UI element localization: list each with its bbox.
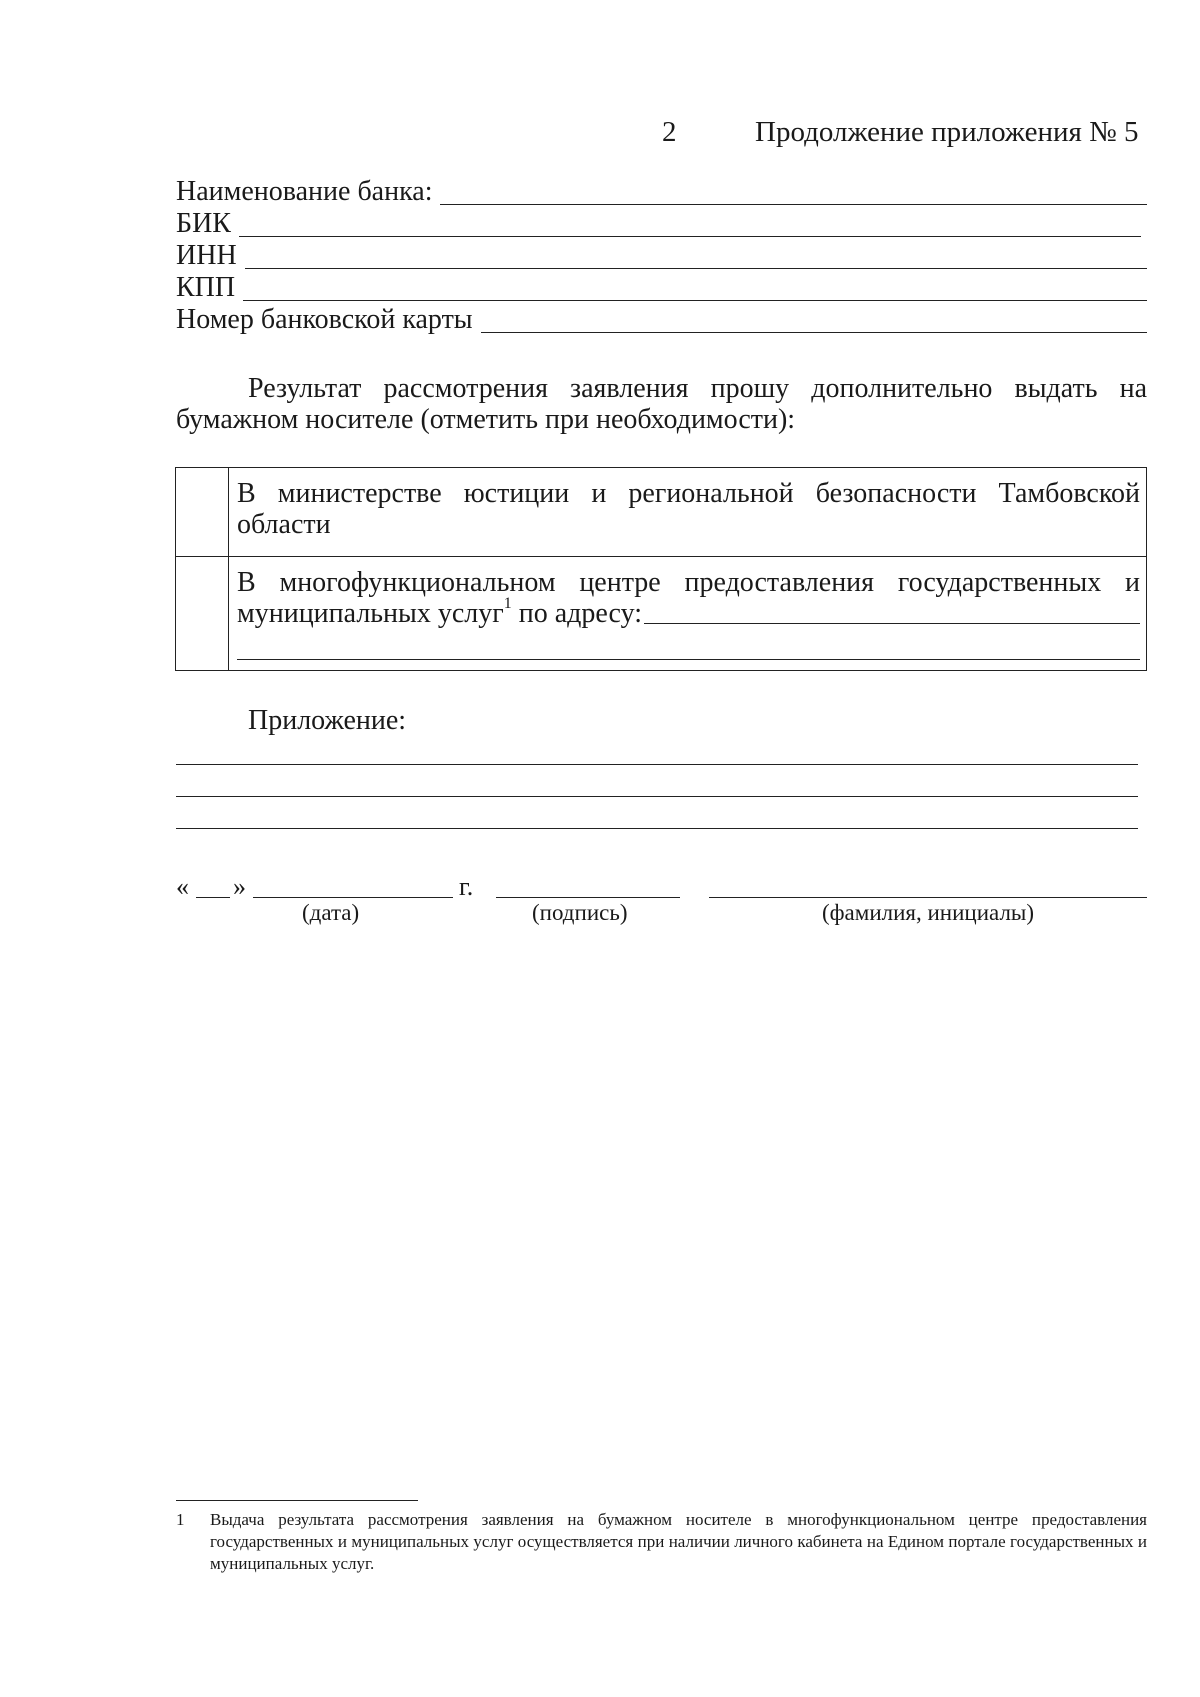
page-header-title: Продолжение приложения № 5 xyxy=(755,116,1139,148)
mfc-address-blank-2[interactable] xyxy=(237,633,1140,660)
bik-blank[interactable] xyxy=(239,235,1141,237)
option-row-mfc xyxy=(176,557,1147,671)
option-text-ministry: В министерстве юстиции и региональной безопасности Тамбовской области xyxy=(229,468,1147,557)
bik-label: БИК xyxy=(176,208,231,239)
request-paragraph xyxy=(176,373,1147,435)
quote-open: « xyxy=(176,872,189,901)
footnote-number: 1 xyxy=(176,1510,185,1529)
appendix-line-1[interactable] xyxy=(176,764,1138,765)
inn-blank[interactable] xyxy=(245,267,1147,269)
month-blank[interactable] xyxy=(253,897,453,898)
day-blank[interactable] xyxy=(196,897,230,898)
option-row-ministry xyxy=(176,468,1147,557)
bank-name-field[interactable] xyxy=(176,176,1147,208)
footnote-separator xyxy=(176,1500,418,1501)
inn-label: ИНН xyxy=(176,240,237,271)
kpp-blank[interactable] xyxy=(243,299,1147,301)
option-checkbox-ministry[interactable] xyxy=(176,468,229,557)
kpp-label: КПП xyxy=(176,272,236,303)
mfc-line-2: муниципальных услуг$^1$ по адресу: xyxy=(237,594,643,629)
date-caption: (дата) xyxy=(302,900,360,925)
delivery-options-table xyxy=(175,467,1147,671)
appendix-line-3[interactable] xyxy=(176,828,1138,829)
bik-field[interactable] xyxy=(176,208,1141,240)
page-number: 2 xyxy=(662,116,677,148)
option-checkbox-mfc[interactable] xyxy=(176,557,229,671)
kpp-field[interactable] xyxy=(176,272,1147,304)
inn-field[interactable] xyxy=(176,240,1147,272)
footnote-ref: 1 xyxy=(503,594,512,612)
quote-close: » xyxy=(233,872,246,901)
appendix-line-2[interactable] xyxy=(176,796,1138,797)
mfc-address-line xyxy=(237,594,1140,629)
mfc-line-1: В многофункциональном центре предоставления государственных и xyxy=(237,567,1140,598)
mfc-address-blank[interactable] xyxy=(644,622,1140,624)
bank-name-blank[interactable] xyxy=(440,203,1147,205)
option-text-mfc xyxy=(229,557,1147,671)
bank-name-label: Наименование банка: xyxy=(176,176,433,207)
bank-card-number-label: Номер банковской карты xyxy=(176,304,473,335)
bank-card-number-blank[interactable] xyxy=(481,331,1147,333)
year-suffix: г. xyxy=(459,872,474,901)
name-caption: (фамилия, инициалы) xyxy=(822,900,1035,925)
signature-blank[interactable] xyxy=(496,897,680,898)
bank-card-number-field[interactable] xyxy=(176,304,1147,336)
signature-caption: (подпись) xyxy=(532,900,628,925)
request-text: Результат рассмотрения заявления прошу дополнительно выдать на бумажном носителе (отметить при необходимости): xyxy=(176,373,1147,435)
footnote-text: Выдача результата рассмотрения заявления на бумажном носителе в многофункциональном центре предоставления государственных и муниципальных услуг осуществляется при наличии личного кабинета на Едином портале государственных и муниципальных услуг. xyxy=(210,1510,1147,1573)
appendix-label: Приложение: xyxy=(248,705,407,736)
name-blank[interactable] xyxy=(709,897,1147,898)
